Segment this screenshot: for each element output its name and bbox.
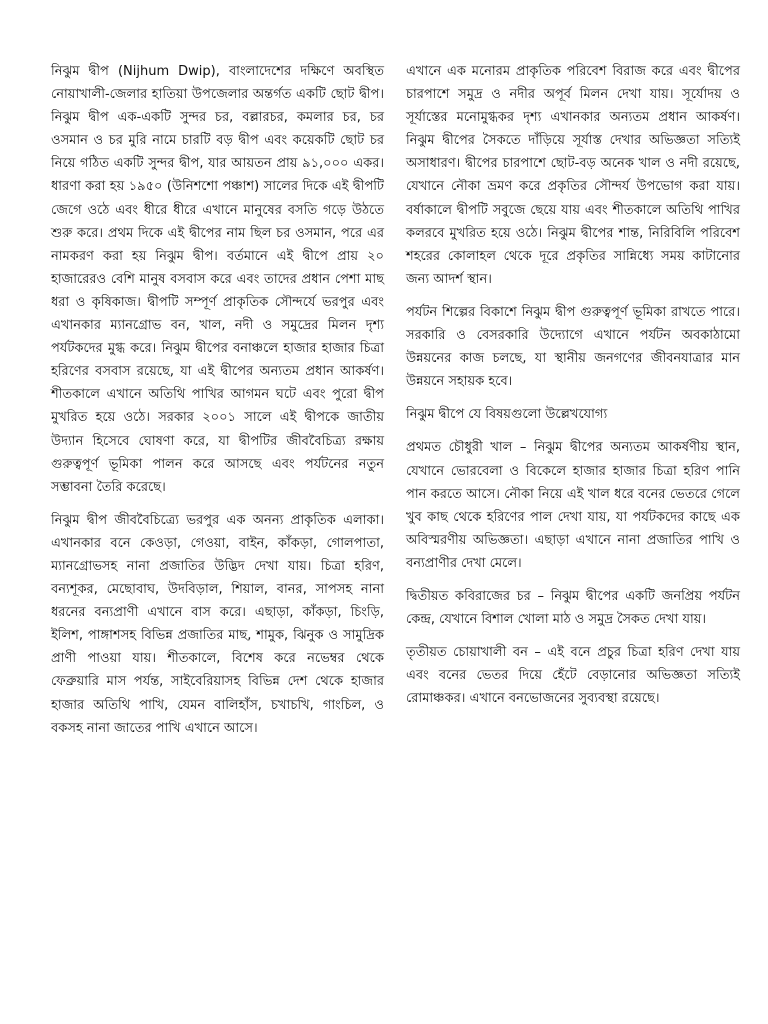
right-paragraph-1: এখানে এক মনোরম প্রাকৃতিক পরিবেশ বিরাজ করে এবং দ্বীপের চারপাশে সমুদ্র ও নদীর অপূর্ব মিলন দেখা যায়। সূর্যোদয় ও সূর্যাস্তের মনোমুগ্ধকর দৃশ্য এখানকার অন্যতম প্রধান আকর্ষণ। নিঝুম দ্বীপের সৈকতে দাঁড়িয়ে সূর্যাস্ত দেখার অভিজ্ঞতা সত্যিই অসাধারণ। দ্বীপের চারপাশে ছোট-বড় অনেক খাল ও নদী রয়েছে, যেখানে নৌকা ভ্রমণ করে প্রকৃতির সৌন্দর্য উপভোগ করা যায়। বর্ষাকালে দ্বীপটি সবুজে ছেয়ে যায় এবং শীতকালে অতিথি পাখির কলরবে মুখরিত হয়ে ওঠে। নিঝুম দ্বীপের শান্ত, নিরিবিলি পরিবেশ শহরের কোলাহল থেকে দূরে প্রকৃতির সান্নিধ্যে সময় কাটানোর জন্য আদর্শ স্থান।: [406, 64, 740, 287]
right-paragraph-4: দ্বিতীয়ত কবিরাজের চর – নিঝুম দ্বীপের একটি জনপ্রিয় পর্যটন কেন্দ্র, যেখানে বিশাল খোলা মাঠ ও সমুদ্র সৈকত দেখা যায়।: [406, 588, 740, 628]
right-column: [406, 60, 740, 710]
left-paragraph-2: নিঝুম দ্বীপ জীববৈচিত্র্যে ভরপুর এক অনন্য প্রাকৃতিক এলাকা। এখানকার বনে কেওড়া, গেওয়া, বাইন, কাঁকড়া, গোলপাতা, ম্যানগ্রোভসহ নানা প্রজাতির উদ্ভিদ দেখা যায়। চিত্রা হরিণ, বন্যশূকর, মেছোবাঘ, উদবিড়াল, শিয়াল, বানর, সাপসহ নানা ধরনের বন্যপ্রাণী এখানে বাস করে। এছাড়া, কাঁকড়া, চিংড়ি, ইলিশ, পাঙ্গাশসহ বিভিন্ন প্রজাতির মাছ, শামুক, ঝিনুক ও সামুদ্রিক প্রাণী পাওয়া যায়। শীতকালে, বিশেষ করে নভেম্বর থেকে ফেব্রুয়ারি মাস পর্যন্ত, সাইবেরিয়াসহ বিভিন্ন দেশ থেকে হাজার হাজার অতিথি পাখি, যেমন বালিহাঁস, চখাচখি, গাংচিল, ও বকসহ নানা জাতের পাখি এখানে আসে।: [51, 512, 384, 736]
right-section-heading: নিঝুম দ্বীপে যে বিষয়গুলো উল্লেখযোগ্য: [406, 407, 608, 423]
right-paragraph-5: তৃতীয়ত চোয়াখালী বন – এই বনে প্রচুর চিত্রা হরিণ দেখা যায় এবং বনের ভেতর দিয়ে হেঁটে বেড়ানোর অভিজ্ঞতা সত্যিই রোমাঞ্চকর। এখানে বনভোজনের সুব্যবস্থা রয়েছে।: [406, 645, 740, 707]
right-paragraph-3: প্রথমত চৌধুরী খাল – নিঝুম দ্বীপের অন্যতম আকর্ষণীয় স্থান, যেখানে ভোরবেলা ও বিকেলে হাজার হাজার চিত্রা হরিণ পানি পান করতে আসে। নৌকা নিয়ে এই খাল ধরে বনের ভেতরে গেলে খুব কাছ থেকে হরিণের পাল দেখা যায়, যা পর্যটকদের কাছে এক অবিস্মরণীয় অভিজ্ঞতা। এছাড়া এখানে নানা প্রজাতির পাখি ও বন্যপ্রাণীর দেখা মেলে।: [406, 440, 740, 571]
right-paragraph-2: পর্যটন শিল্পের বিকাশে নিঝুম দ্বীপ গুরুত্বপূর্ণ ভূমিকা রাখতে পারে। সরকারি ও বেসরকারি উদ্যোগে এখানে পর্যটন অবকাঠামো উন্নয়নের কাজ চলছে, যা স্থানীয় জনগণের জীবনযাত্রার মান উন্নয়নে সহায়ক হবে।: [406, 304, 740, 390]
left-paragraph-1: নিঝুম দ্বীপ (Nijhum Dwip), বাংলাদেশের দক্ষিণে অবস্থিত নোয়াখালী-জেলার হাতিয়া উপজেলার অন্তর্গত একটি ছোট দ্বীপ। নিঝুম দ্বীপ এক-একটি সুন্দর চর, বল্লারচর, কমলার চর, চর ওসমান ও চর মুরি নামে চারটি বড় দ্বীপ এবং কয়েকটি ছোট চর নিয়ে গঠিত একটি সুন্দর দ্বীপ, যার আয়তন প্রায় ৯১,০০০ একর। ধারণা করা হয় ১৯৫০ (উনিশশো পঞ্চাশ) সালের দিকে এই দ্বীপটি জেগে ওঠে এবং ধীরে ধীরে এখানে মানুষের বসতি গড়ে উঠতে শুরু করে। প্রথম দিকে এই দ্বীপের নাম ছিল চর ওসমান, পরে এর নামকরণ করা হয় নিঝুম দ্বীপ। বর্তমানে এই দ্বীপে প্রায় ২০ হাজারেরও বেশি মানুষ বসবাস করে এবং তাদের প্রধান পেশা মাছ ধরা ও কৃষিকাজ। দ্বীপটি সম্পূর্ণ প্রাকৃতিক সৌন্দর্যে ভরপুর এবং এখানকার ম্যানগ্রোভ বন, খাল, নদী ও সমুদ্রের মিলন দৃশ্য পর্যটকদের মুগ্ধ করে। নিঝুম দ্বীপের বনাঞ্চলে হাজার হাজার চিত্রা হরিণের বসবাস রয়েছে, যা এই দ্বীপের অন্যতম প্রধান আকর্ষণ। শীতকালে এখানে অতিথি পাখির আগমন ঘটে এবং পুরো দ্বীপ মুখরিত হয়ে ওঠে। সরকার ২০০১ সালে এই দ্বীপকে জাতীয় উদ্যান হিসেবে ঘোষণা করে, যা দ্বীপটির জীববৈচিত্র্য রক্ষায় গুরুত্বপূর্ণ ভূমিকা পালন করে আসছে এবং পর্যটনের নতুন সম্ভাবনা তৈরি করেছে।: [51, 64, 384, 495]
left-column: [51, 60, 384, 740]
